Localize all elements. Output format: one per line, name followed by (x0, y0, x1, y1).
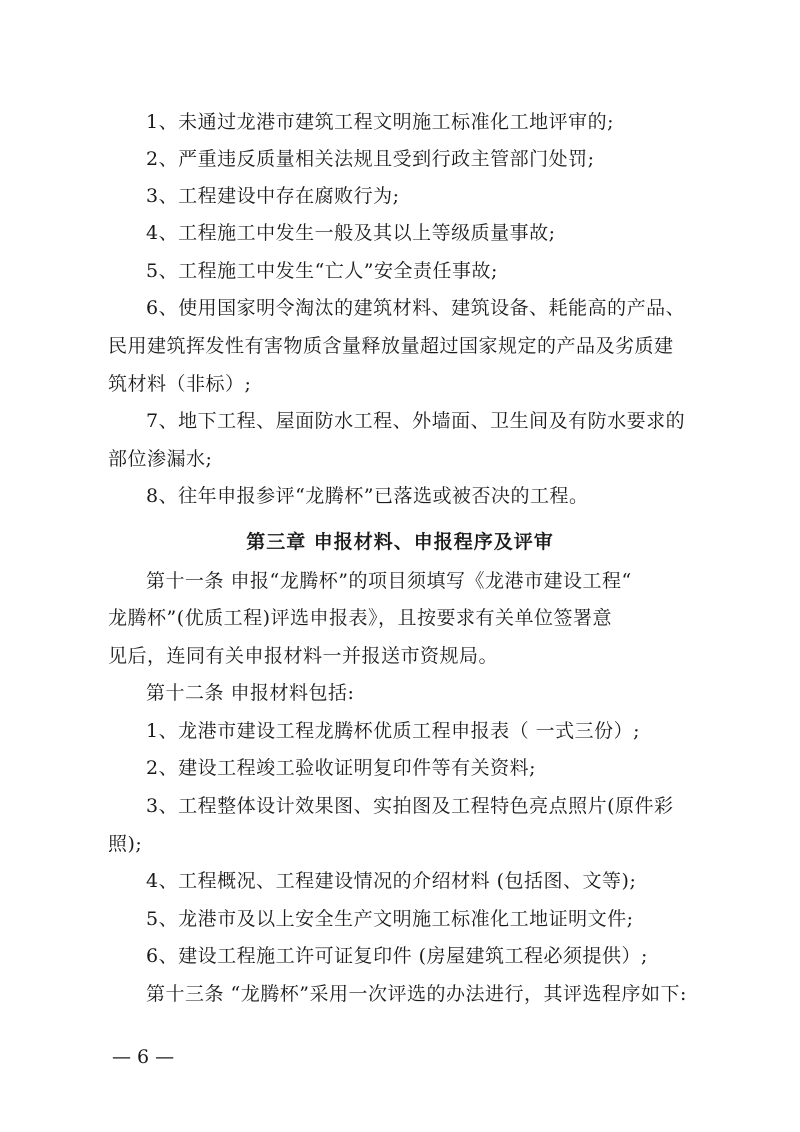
article-13: 第十三条 “龙腾杯”采用一次评选的办法进行，其评选程序如下: (146, 983, 687, 1005)
item-6-line-2: 民用建筑挥发性有害物质含量释放量超过国家规定的产品及劣质建 (108, 335, 674, 357)
item-5: 5、工程施工中发生“亡人”安全责任事故; (146, 260, 498, 282)
item-6-line-3: 筑材料（非标）; (108, 373, 252, 395)
material-2: 2、建设工程竣工验收证明复印件等有关资料; (146, 757, 536, 779)
item-4: 4、工程施工中发生一般及其以上等级质量事故; (146, 222, 556, 244)
material-6: 6、建设工程施工许可证复印件 (房屋建筑工程必须提供）; (146, 945, 648, 967)
page-number: — 6 — (112, 1046, 175, 1068)
item-3: 3、工程建设中存在腐败行为; (146, 185, 400, 207)
item-7-line-1: 7、地下工程、屋面防水工程、外墙面、卫生间及有防水要求的 (146, 410, 686, 432)
item-7-line-2: 部位渗漏水; (108, 448, 213, 470)
article-11-line-1: 第十一条 申报“龙腾杯”的项目须填写《龙港市建设工程“ (146, 570, 632, 592)
item-1: 1、未通过龙港市建筑工程文明施工标准化工地评审的; (146, 111, 614, 133)
article-11-line-2: 龙腾杯”(优质工程)评选申报表》，且按要求有关单位签署意 (108, 607, 613, 629)
chapter-heading: 第三章 申报材料、申报程序及评审 (246, 531, 554, 553)
material-3-line-2: 照); (108, 833, 143, 855)
material-4: 4、工程概况、工程建设情况的介绍材料 (包括图、文等); (146, 870, 637, 892)
material-1: 1、龙港市建设工程龙腾杯优质工程申报表（ 一式三份）; (146, 720, 641, 742)
item-6-line-1: 6、使用国家明令淘汰的建筑材料、建筑设备、耗能高的产品、 (146, 297, 686, 319)
item-8: 8、往年申报参评“龙腾杯”已落选或被否决的工程。 (146, 485, 589, 507)
article-12-title: 第十二条 申报材料包括: (146, 682, 355, 704)
item-2: 2、严重违反质量相关法规且受到行政主管部门处罚; (146, 148, 595, 170)
article-11-line-3: 见后，连同有关申报材料一并报送市资规局。 (108, 645, 499, 667)
material-3-line-1: 3、工程整体设计效果图、实拍图及工程特色亮点照片(原件彩 (146, 795, 674, 817)
material-5: 5、龙港市及以上安全生产文明施工标准化工地证明文件; (146, 908, 634, 930)
